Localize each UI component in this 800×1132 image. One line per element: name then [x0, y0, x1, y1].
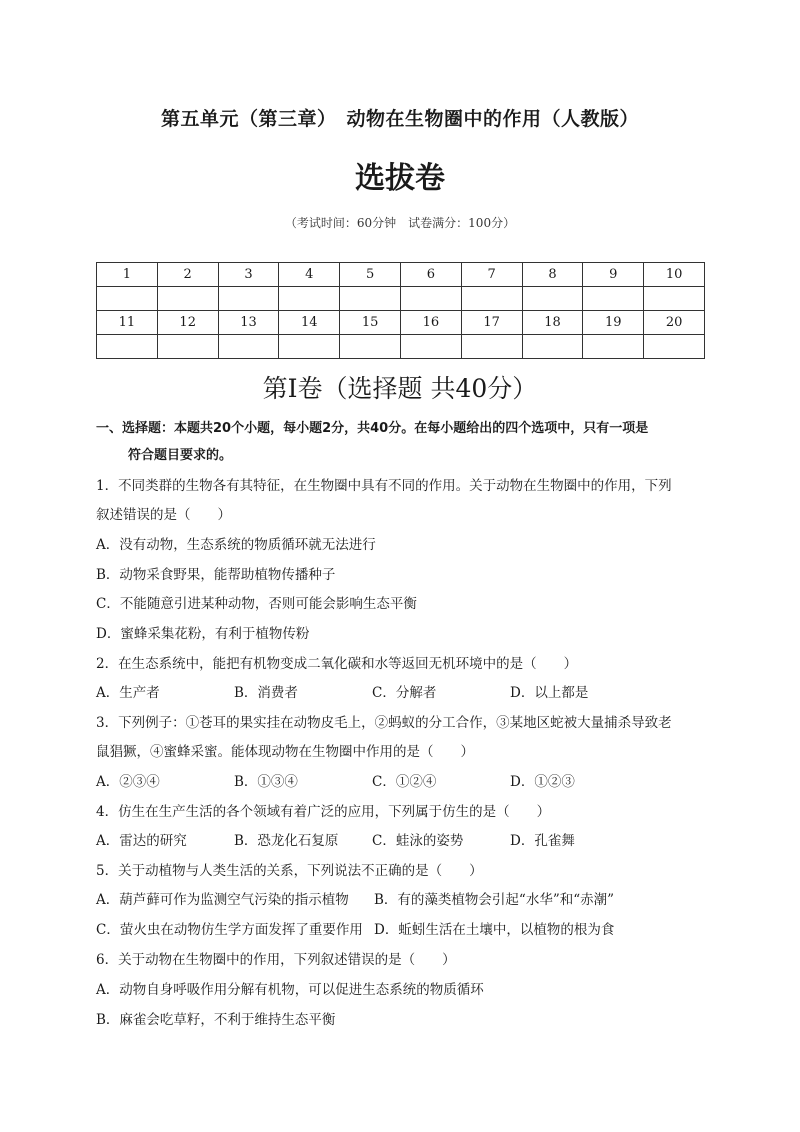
table-cell: 14: [279, 311, 340, 335]
table-cell: 11: [97, 311, 158, 335]
table-row: [97, 263, 705, 287]
answer-cell: [522, 335, 583, 359]
option-a: A．②③④: [96, 774, 160, 790]
option-a: A．生产者: [96, 685, 160, 701]
answer-row: [97, 287, 705, 311]
table-cell: 7: [461, 263, 522, 287]
answer-cell: [461, 287, 522, 311]
option-b: B．恐龙化石复原: [234, 833, 339, 849]
table-cell: 6: [400, 263, 461, 287]
option-d: D．孔雀舞: [510, 833, 575, 849]
table-cell: 5: [340, 263, 401, 287]
table-cell: 13: [218, 311, 279, 335]
instructions-line: 一、选择题：本题共20个小题，每小题2分，共40分。在每小题给出的四个选项中，只有一项是: [96, 421, 649, 436]
option-b: B．有的藻类植物会引起“水华”和“赤潮”: [374, 892, 615, 908]
option-c: C．不能随意引进某种动物，否则可能会影响生态平衡: [96, 596, 417, 612]
answer-cell: [583, 335, 644, 359]
answer-cell: [218, 287, 279, 311]
option-a: A．动物自身呼吸作用分解有机物，可以促进生态系统的物质循环: [96, 982, 484, 998]
table-cell: 9: [583, 263, 644, 287]
table-cell: 1: [97, 263, 158, 287]
table-cell: 19: [583, 311, 644, 335]
option-b: B．动物采食野果，能帮助植物传播种子: [96, 567, 336, 583]
exam-meta: （考试时间：60分钟 试卷满分：100分）: [284, 216, 516, 230]
table-cell: 10: [644, 263, 705, 287]
option-d: D．蜜蜂采集花粉，有利于植物传粉: [96, 626, 310, 642]
instructions-line: 符合题目要求的。: [128, 448, 233, 463]
question-stem: 5．关于动植物与人类生活的关系，下列说法不正确的是（ ）: [96, 863, 483, 879]
answer-table: [96, 262, 705, 359]
answer-row: [97, 335, 705, 359]
answer-cell: [400, 287, 461, 311]
table-cell: 17: [461, 311, 522, 335]
option-c: C．①②④: [372, 774, 437, 790]
table-cell: 16: [400, 311, 461, 335]
option-c: C．蛙泳的姿势: [372, 833, 464, 849]
option-row: [96, 829, 575, 849]
answer-cell: [157, 287, 218, 311]
answer-cell: [522, 287, 583, 311]
answer-cell: [157, 335, 218, 359]
table-row: [97, 311, 705, 335]
question-stem: 叙述错误的是（ ）: [96, 507, 231, 523]
option-a: A．雷达的研究: [96, 833, 187, 849]
option-row: [96, 918, 614, 938]
exam-subtitle: 选拔卷: [355, 161, 445, 196]
option-row: [96, 888, 614, 908]
question-stem: 3．下列例子：①苍耳的果实挂在动物皮毛上，②蚂蚁的分工合作，③某地区蛇被大量捕杀导致老: [96, 715, 672, 731]
exam-title: 第五单元（第三章） 动物在生物圈中的作用（人教版）: [160, 108, 639, 130]
table-cell: 4: [279, 263, 340, 287]
table-cell: 18: [522, 311, 583, 335]
answer-cell: [644, 287, 705, 311]
answer-cell: [279, 335, 340, 359]
option-d: D．①②③: [510, 774, 575, 790]
option-c: C．分解者: [372, 685, 437, 701]
answer-cell: [340, 335, 401, 359]
part-title: 第Ⅰ卷（选择题 共40分）: [262, 374, 538, 403]
option-b: B．①③④: [234, 774, 298, 790]
answer-cell: [583, 287, 644, 311]
option-a: A．没有动物，生态系统的物质循环就无法进行: [96, 537, 376, 553]
question-stem: 1．不同类群的生物各有其特征，在生物圈中具有不同的作用。关于动物在生物圈中的作用，下列: [96, 478, 672, 494]
question-stem: 6．关于动物在生物圈中的作用，下列叙述错误的是（ ）: [96, 952, 456, 968]
answer-cell: [340, 287, 401, 311]
option-b: B．消费者: [234, 685, 298, 701]
option-row: [96, 770, 575, 790]
answer-cell: [97, 287, 158, 311]
option-c: C．萤火虫在动物仿生学方面发挥了重要作用: [96, 922, 363, 938]
table-cell: 3: [218, 263, 279, 287]
table-cell: 15: [340, 311, 401, 335]
answer-cell: [461, 335, 522, 359]
table-cell: 12: [157, 311, 218, 335]
answer-cell: [279, 287, 340, 311]
option-b: B．麻雀会吃草籽，不利于维持生态平衡: [96, 1012, 336, 1028]
answer-cell: [400, 335, 461, 359]
option-d: D．以上都是: [510, 685, 589, 701]
option-a: A．葫芦藓可作为监测空气污染的指示植物: [96, 892, 349, 908]
answer-cell: [644, 335, 705, 359]
question-stem: 4．仿生在生产生活的各个领域有着广泛的应用，下列属于仿生的是（ ）: [96, 804, 551, 820]
answer-cell: [97, 335, 158, 359]
question-stem: 鼠猖獗，④蜜蜂采蜜。能体现动物在生物圈中作用的是（ ）: [96, 744, 474, 760]
table-cell: 8: [522, 263, 583, 287]
table-cell: 20: [644, 311, 705, 335]
question-stem: 2．在生态系统中，能把有机物变成二氧化碳和水等返回无机环境中的是（ ）: [96, 656, 578, 672]
option-row: [96, 681, 588, 701]
answer-cell: [218, 335, 279, 359]
table-cell: 2: [157, 263, 218, 287]
option-d: D．蚯蚓生活在土壤中，以植物的根为食: [374, 922, 615, 938]
